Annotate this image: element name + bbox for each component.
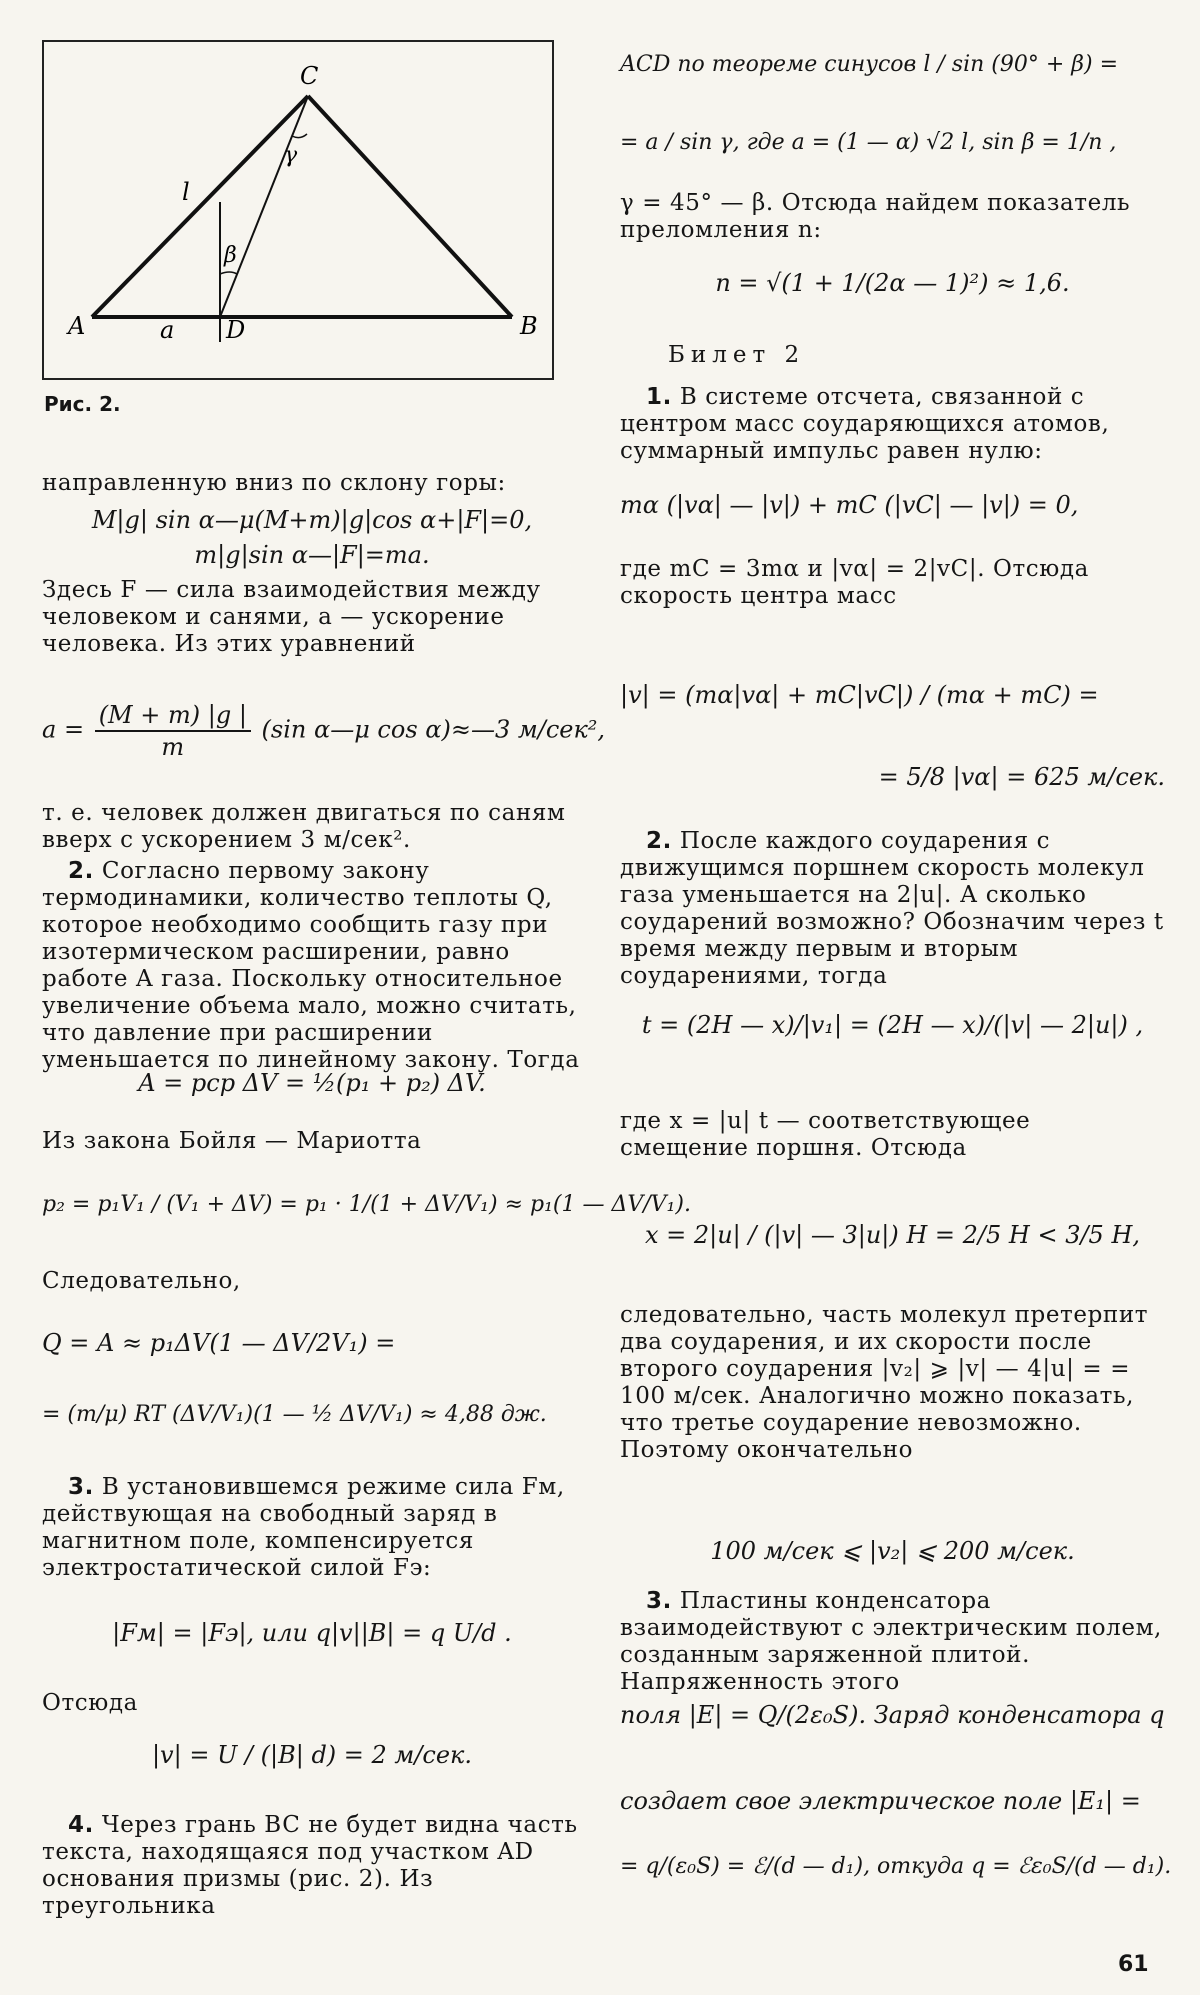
label-c: C bbox=[300, 62, 319, 90]
problem-3-number: 3. bbox=[68, 1474, 94, 1500]
equation-1: M|g| sin α—μ(M+m)|g|cos α+|F|=0, bbox=[91, 506, 533, 534]
page-number: 61 bbox=[1118, 1952, 1149, 1977]
right-field-text: поля |E| = Q/(2ε₀S). Заряд конденсатора q bbox=[620, 1701, 1165, 1729]
problem-4-number: 4. bbox=[68, 1812, 94, 1838]
equation-3 bbox=[42, 700, 606, 762]
equation-r6: 100 м/сек ⩽ |v₂| ⩽ 200 м/сек. bbox=[710, 1537, 1075, 1565]
equation-9: |v| = U / (|B| d) = 2 м/сек. bbox=[151, 1741, 473, 1769]
right-equation-a: = a / sin γ, где a = (1 — α) √2 l, sin β = 1/n , bbox=[620, 130, 1117, 155]
triangle-diagram bbox=[44, 42, 552, 378]
equation-6: Q = A ≈ p₁ΔV(1 — ΔV/2V₁) = bbox=[42, 1329, 396, 1357]
side-ac bbox=[92, 96, 308, 317]
equation-r5: x = 2|u| / (|v| — 3|u|) H = 2/5 H < 3/5 H, bbox=[644, 1221, 1141, 1249]
figure-caption: Рис. 2. bbox=[44, 392, 121, 416]
right-own-field-text: создает свое электрическое поле |E₁| = bbox=[620, 1787, 1141, 1815]
problem-4-text: Через грань BC не будет видна часть текста, находящаяся под участком AD основания призмы (рис. 2). Из треугольника bbox=[42, 1812, 578, 1919]
angle-beta-arc bbox=[220, 272, 237, 274]
ray-cd bbox=[220, 96, 308, 317]
equation-4: A = pср ΔV = ½(p₁ + p₂) ΔV. bbox=[138, 1069, 486, 1097]
left-paragraph-boyle: Из закона Бойля — Мариотта bbox=[42, 1128, 422, 1154]
left-problem-2 bbox=[42, 858, 582, 1074]
ticket2-problem-3-text: Пластины конденсатора взаимодействуют с электрическим полем, созданным заряженной плитой. Напряженность этого bbox=[620, 1588, 1162, 1695]
ticket2-problem-2-number: 2. bbox=[646, 828, 672, 854]
right-refraction-text: γ = 45° — β. Отсюда найдем показатель преломления n: bbox=[620, 190, 1131, 243]
equation-2: m|g|sin α—|F|=ma. bbox=[194, 541, 430, 569]
ticket2-problem-1-number: 1. bbox=[646, 384, 672, 410]
equation-3-denominator: m bbox=[161, 733, 185, 761]
figure-prism-triangle bbox=[42, 40, 554, 380]
equation-3-numerator: (M + m) |g | bbox=[95, 700, 251, 732]
right-center-mass-text: где mC = 3mα и |vα| = 2|vC|. Отсюда скорость центра масс bbox=[620, 556, 1089, 609]
right-problem-3 bbox=[620, 1588, 1165, 1696]
equation-5: p₂ = p₁V₁ / (V₁ + ΔV) = p₁ · 1/(1 + ΔV/V₁) ≈ p₁(1 — ΔV/V₁). bbox=[42, 1192, 691, 1217]
right-problem-2 bbox=[620, 828, 1165, 990]
label-l: l bbox=[182, 178, 190, 206]
ticket-heading: Билет 2 bbox=[668, 342, 806, 368]
right-sine-theorem: ACD по теореме синусов l / sin (90° + β) = bbox=[620, 52, 1118, 77]
left-paragraph-therefore: Следовательно, bbox=[42, 1268, 241, 1294]
left-problem-3 bbox=[42, 1474, 582, 1582]
problem-2-text: Согласно первому закону термодинамики, количество теплоты Q, которое необходимо сообщить газу при изотермическом расширении, равно работе A газа. Поскольку относительное увеличение объема мало, можно считать, что давление при расширении уменьшается по линейному закону. Тогда bbox=[42, 858, 580, 1073]
label-d: D bbox=[226, 316, 246, 344]
label-beta: β bbox=[224, 243, 237, 268]
left-paragraph-hence: Отсюда bbox=[42, 1690, 138, 1716]
ticket2-problem-3-number: 3. bbox=[646, 1588, 672, 1614]
problem-2-number: 2. bbox=[68, 858, 94, 884]
label-gamma: γ bbox=[284, 143, 298, 168]
left-paragraph-2: Здесь F — сила взаимодействия между человеком и санями, a — ускорение человека. Из этих уравнений bbox=[42, 577, 541, 657]
label-a-segment: a bbox=[160, 316, 175, 344]
right-piston-text: где x = |u| t — соответствующее смещение поршня. Отсюда bbox=[620, 1108, 1031, 1161]
angle-gamma-arc bbox=[292, 134, 307, 138]
equation-r4: t = (2H — x)/|v₁| = (2H — x)/(|v| — 2|u|) , bbox=[641, 1011, 1144, 1039]
label-b: B bbox=[520, 312, 538, 340]
equation-3-lhs: a = bbox=[42, 715, 85, 744]
right-collisions-text: следовательно, часть молекул претерпит два соударения, и их скорости после второго соударения |v₂| ⩾ |v| — 4|u| = = 100 м/сек. Аналогично можно показать, что третье соударение невозможно. Поэтому окончательно bbox=[620, 1302, 1149, 1463]
equation-r7: = q/(ε₀S) = ℰ/(d — d₁), откуда q = ℰε₀S/(d — d₁). bbox=[620, 1854, 1172, 1879]
problem-3-text: В установившемся режиме сила Fм, действующая на свободный заряд в магнитном поле, компенсируется электростатической силой Fэ: bbox=[42, 1474, 565, 1581]
right-problem-1 bbox=[620, 384, 1165, 465]
equation-3-fraction bbox=[95, 700, 251, 762]
equation-r3: = 5/8 |vα| = 625 м/сек. bbox=[878, 763, 1165, 791]
ticket2-problem-2-text: После каждого соударения с движущимся поршнем скорость молекул газа уменьшается на 2|u|. А сколько соударений возможно? Обозначим через t время между первым и вторым соударениями, тогда bbox=[620, 828, 1164, 989]
equation-8: |Fм| = |Fэ|, или q|v||B| = q U/d . bbox=[112, 1619, 512, 1647]
equation-3-rhs: (sin α—μ cos α)≈—3 м/сек², bbox=[261, 715, 606, 744]
ticket2-problem-1-text: В системе отсчета, связанной с центром масс соударяющихся атомов, суммарный импульс равен нулю: bbox=[620, 384, 1110, 464]
label-a: A bbox=[68, 312, 86, 340]
equation-7: = (m/μ) RT (ΔV/V₁)(1 — ½ ΔV/V₁) ≈ 4,88 дж. bbox=[42, 1402, 547, 1427]
equation-n: n = √(1 + 1/(2α — 1)²) ≈ 1,6. bbox=[715, 269, 1070, 297]
left-paragraph-3: т. е. человек должен двигаться по саням вверх с ускорением 3 м/сек². bbox=[42, 800, 566, 853]
equation-r1: mα (|vα| — |v|) + mC (|vC| — |v|) = 0, bbox=[620, 491, 1079, 519]
equation-r2: |v| = (mα|vα| + mC|vC|) / (mα + mC) = bbox=[620, 681, 1099, 709]
side-cb bbox=[308, 96, 512, 317]
left-problem-4 bbox=[42, 1812, 582, 1920]
left-intro-text: направленную вниз по склону горы: bbox=[42, 470, 506, 496]
